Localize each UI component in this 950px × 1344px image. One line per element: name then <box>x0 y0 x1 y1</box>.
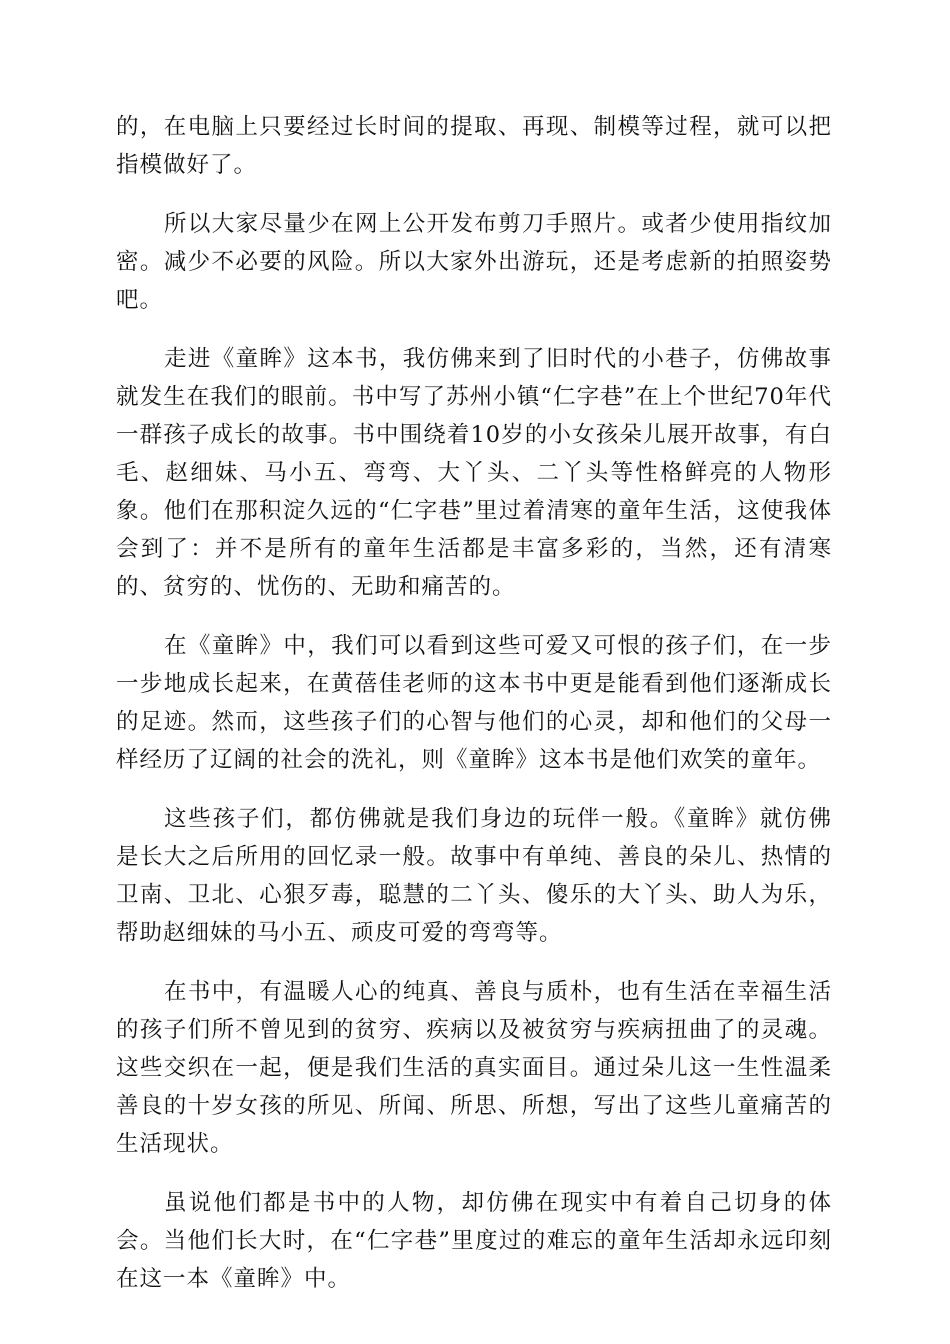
paragraph-characters: 这些孩子们，都仿佛就是我们身边的玩伴一般。《童眸》就仿佛是长大之后所用的回忆录一般。故事中有单纯、善良的朵儿、热情的卫南、卫北、心狠歹毒，聪慧的二丫头、傻乐的大丫头、助人为乐，帮助赵细妹的马小五、顽皮可爱的弯弯等。 <box>116 806 832 946</box>
paragraph-themes: 在书中，有温暖人心的纯真、善良与质朴，也有生活在幸福生活的孩子们所不曾见到的贫穷、疾病以及被贫穷与疾病扭曲了的灵魂。这些交织在一起，便是我们生活的真实面目。通过朵儿这一生性温柔善良的十岁女孩的所见、所闻、所思、所想，写出了这些儿童痛苦的生活现状。 <box>116 979 832 1157</box>
document-body <box>116 108 832 1298</box>
paragraph-photo-advice: 所以大家尽量少在网上公开发布剪刀手照片。或者少使用指纹加密。减少不必要的风险。所以大家外出游玩，还是考虑新的拍照姿势吧。 <box>116 211 832 313</box>
paragraph-growth: 在《童眸》中，我们可以看到这些可爱又可恨的孩子们，在一步一步地成长起来，在黄蓓佳老师的这本书中更是能看到他们逐渐成长的足迹。然而，这些孩子们的心智与他们的心灵，却和他们的父母一样经历了辽阔的社会的洗礼，则《童眸》这本书是他们欢笑的童年。 <box>116 633 832 773</box>
paragraph-continuation: 的，在电脑上只要经过长时间的提取、再现、制模等过程，就可以把指模做好了。 <box>116 114 832 178</box>
paragraph-conclusion: 虽说他们都是书中的人物，却仿佛在现实中有着自己切身的体会。当他们长大时，在“仁字巷”里度过的难忘的童年生活却永远印刻在这一本《童眸》中。 <box>116 1190 832 1292</box>
paragraph-book-intro: 走进《童眸》这本书，我仿佛来到了旧时代的小巷子，仿佛故事就发生在我们的眼前。书中写了苏州小镇“仁字巷”在上个世纪70年代一群孩子成长的故事。书中围绕着10岁的小女孩朵儿展开故事，有白毛、赵细妹、马小五、弯弯、大丫头、二丫头等性格鲜亮的人物形象。他们在那积淀久远的“仁字巷”里过着清寒的童年生活，这使我体会到了：并不是所有的童年生活都是丰富多彩的，当然，还有清寒的、贫穷的、忧伤的、无助和痛苦的。 <box>116 346 832 600</box>
